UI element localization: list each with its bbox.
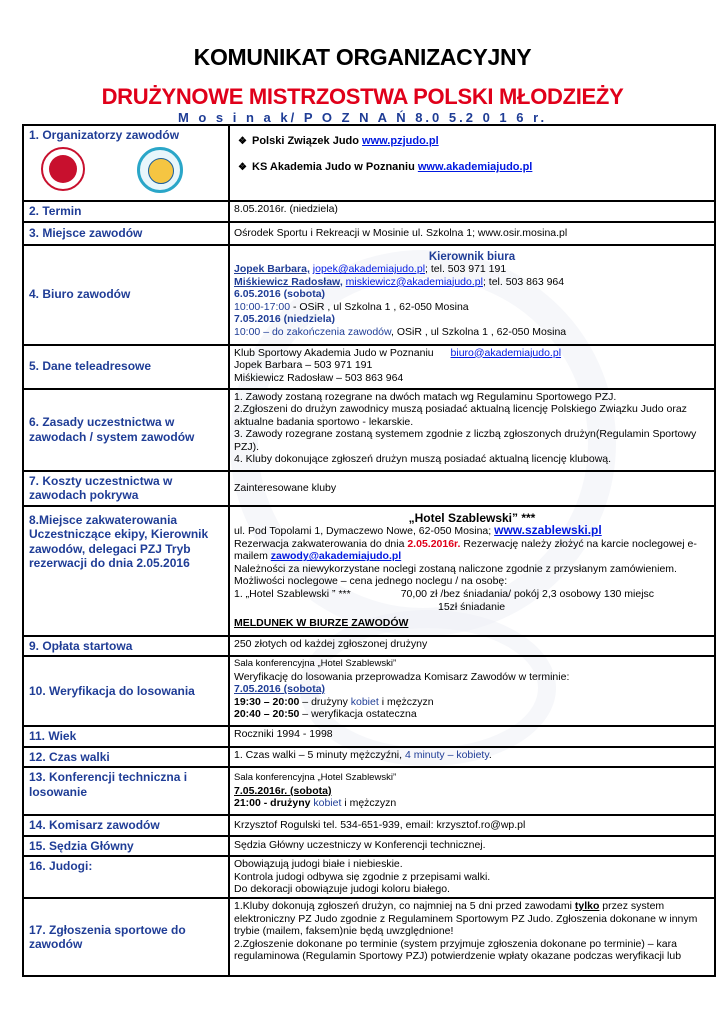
place: - OSiR , ul Szkolna 1 , 62-050 Mosina — [290, 300, 469, 313]
akademiajudo-link[interactable]: www.akademiajudo.pl — [417, 160, 533, 173]
row-venue — [23, 222, 715, 245]
label-commissioner: 14. Komisarz zawodów — [23, 815, 229, 836]
label-judogi: 16. Judogi: — [23, 856, 229, 898]
value-judogi — [229, 856, 715, 898]
hours: 10:00-17:00 — [234, 300, 291, 313]
price-line — [234, 588, 710, 601]
rule-line: 4. Kluby dokonujące zgłoszeń drużyn muszą posiadać aktualną licencję klubową. — [234, 453, 612, 466]
time-end: . — [488, 748, 492, 761]
label-organizers — [23, 125, 229, 201]
contact-line: Jopek Barbara – 503 971 191 — [234, 359, 373, 372]
label-term: 2. Termin — [23, 201, 229, 222]
email-link[interactable]: miskiewicz@akademiajudo.pl — [345, 275, 483, 288]
time-men: 1. Czas walki – 5 minuty mężczyźni, — [234, 748, 405, 761]
label-office: 4. Biuro zawodów — [23, 245, 229, 345]
value-accommodation — [229, 506, 715, 636]
value-age: Roczniki 1994 - 1998 — [229, 726, 715, 747]
office-hours-1 — [234, 301, 710, 314]
label-age: 11. Wiek — [23, 726, 229, 747]
organizer-name: KS Akademia Judo w Poznaniu — [252, 160, 418, 173]
weighin-info: Weryfikację do losowania przeprowadza Komisarz Zawodów w terminie: — [234, 670, 570, 683]
label-referee: 15. Sędzia Główny — [23, 836, 229, 857]
row-term — [23, 201, 715, 222]
weighin-time: 20:40 – 20:50 — [234, 708, 300, 721]
value-contact — [229, 345, 715, 389]
label-contact: 5. Dane teleadresowe — [23, 345, 229, 389]
value-entries — [229, 898, 715, 976]
label-time: 12. Czas walki — [23, 747, 229, 768]
hours: 10:00 – do zakończenia zawodów — [234, 326, 392, 339]
label-fee: 9. Opłata startowa — [23, 636, 229, 657]
organizer-item — [238, 135, 710, 149]
weighin-time: 19:30 – 20:00 — [234, 695, 300, 708]
rule-line: 2.Zgłoszeni do drużyn zawodnicy muszą posiadać aktualną licencję Polskiego Związku Judo oraz aktualne badania sportowo - lekarskie. — [234, 403, 687, 428]
weighin-date: 7.05.2016 (sobota) — [234, 683, 326, 696]
row-weighin — [23, 656, 715, 726]
weighin-desc: kobiet — [350, 695, 379, 708]
value-organizers — [229, 125, 715, 201]
row-time — [23, 747, 715, 768]
weighin-desc: – drużyny — [299, 695, 351, 708]
value-time — [229, 747, 715, 768]
label-organizers-text: 1. Organizatorzy zawodów — [29, 128, 180, 142]
office-hours-2 — [234, 326, 710, 339]
label-entries: 17. Zgłoszenia sportowe do zawodów — [23, 898, 229, 976]
value-rules — [229, 389, 715, 471]
row-fee — [23, 636, 715, 657]
pzjudo-logo-icon — [41, 147, 85, 191]
office-day-2: 7.05.2016 (niedziela) — [234, 313, 335, 326]
row-age — [23, 726, 715, 747]
value-conference — [229, 767, 715, 815]
event-title: DRUŻYNOWE MISTRZOSTWA POLSKI MŁODZIEŻY — [101, 84, 624, 109]
weighin-desc: i mężczyzn — [378, 695, 434, 708]
office-person-1 — [234, 263, 710, 276]
entries-text: przez system elektroniczny PZ Judo zgodnie z Regulaminem Sportowym PZ Judo. Zgłoszenia dokonane w innym trybie (mailem, faksem)nie będą uwzględnione! — [234, 900, 698, 938]
weighin-location: Sala konferencyjna „Hotel Szablewski” — [234, 658, 397, 669]
row-office — [23, 245, 715, 345]
accommodation-note: Należności za niewykorzystane noclegi zostaną naliczone zgodnie z przysłanym zamówieniem. — [234, 562, 677, 575]
akademia-judo-logo-icon — [137, 147, 183, 193]
office-person-2 — [234, 276, 710, 289]
row-conference — [23, 767, 715, 815]
weighin-desc: – weryfikacja ostateczna — [299, 708, 417, 721]
club-email-link[interactable]: biuro@akademiajudo.pl — [450, 346, 562, 359]
label-weighin: 10. Weryfikacja do losowania — [23, 656, 229, 726]
judogi-line: Obowiązują judogi białe i niebieskie. — [234, 858, 403, 870]
conference-date: 7.05.2016r. (sobota) — [234, 784, 332, 797]
row-entries — [23, 898, 715, 976]
judogi-line: Do dekoracji obowiązuje judogi koloru białego. — [234, 883, 450, 896]
organizer-name: Polski Związek Judo — [252, 135, 363, 147]
entries-text: 1.Kluby dokonują zgłoszeń drużyn, co najmniej na 5 dni przed zawodami — [234, 900, 575, 912]
label-rules: 6. Zasady uczestnictwa w zawodach / system zawodów — [23, 389, 229, 471]
row-accommodation — [23, 506, 715, 636]
club-name: Klub Sportowy Akademia Judo w Poznaniu — [234, 346, 434, 359]
row-judogi — [23, 856, 715, 898]
value-commissioner: Krzysztof Rogulski tel. 534-651-939, email: krzysztof.ro@wp.pl — [229, 815, 715, 836]
conference-desc: i mężczyzn — [341, 797, 397, 810]
place: , OSiR , ul Szkolna 1 , 62-050 Mosina — [391, 326, 567, 339]
value-costs: Zainteresowane kluby — [229, 471, 715, 506]
office-day-1: 6.05.2016 (sobota) — [234, 288, 326, 301]
reservation-deadline: 2.05.2016r. — [407, 537, 461, 550]
label-conference: 13. Konferencji techniczna i losowanie — [23, 767, 229, 815]
price-value: 70,00 zł /bez śniadania/ pokój 2,3 osobowy 130 miejsc — [400, 588, 655, 601]
reservation-email-link[interactable]: zawody@akademiajudo.pl — [270, 550, 402, 563]
row-referee — [23, 836, 715, 857]
contact-line: Miśkiewicz Radosław – 503 863 964 — [234, 371, 404, 384]
logos — [29, 143, 223, 189]
value-referee: Sędzia Główny uczestniczy w Konferencji technicznej. — [229, 836, 715, 857]
reservation-text: Rezerwacja zakwaterowania do dnia — [234, 537, 408, 550]
place-date: M o s i n a k/ P O Z N A Ń 8.0 5.2 0 1 6 r. — [177, 110, 548, 125]
conference-location: Sala konferencyjna „Hotel Szablewski” — [234, 772, 397, 783]
row-organizers — [23, 125, 715, 201]
row-commissioner — [23, 815, 715, 836]
time-women: 4 minuty – kobiety — [404, 748, 489, 761]
info-table — [22, 124, 716, 977]
row-contact — [23, 345, 715, 389]
value-fee: 250 złotych od każdej zgłoszonej drużyny — [229, 636, 715, 657]
value-venue: Ośrodek Sportu i Rekreacji w Mosinie ul. Szkolna 1; www.osir.mosina.pl — [229, 222, 715, 245]
person-name: Miśkiewicz Radosław, — [234, 275, 343, 288]
phone: ; tel. 503 863 964 — [482, 275, 565, 288]
row-costs — [23, 471, 715, 506]
diamond-bullet-icon: ❖ — [238, 161, 247, 173]
rule-line: 3. Zawody rozegrane zostaną systemem zgodnie z liczbą zgłoszonych drużyn(Regulamin Sportowy PZJ). — [234, 428, 697, 453]
conference-time: 21:00 - drużyny — [234, 797, 314, 810]
rule-line: 1. Zawody zostaną rozegrane na dwóch matach wg Regulaminu Sportowego PZJ. — [234, 390, 617, 403]
judogi-line: Kontrola judogi odbywa się zgodnie z przepisami walki. — [234, 870, 491, 883]
phone: ; tel. 503 971 191 — [425, 263, 507, 276]
reservation-text: Rezerwację należy złożyć na karcie noclegowej e-mailem — [234, 537, 697, 563]
value-weighin — [229, 656, 715, 726]
email-link[interactable]: jopek@akademiajudo.pl — [312, 263, 426, 276]
checkin-note: MELDUNEK W BIURZE ZAWODÓW — [234, 617, 409, 630]
office-heading: Kierownik biura — [428, 250, 516, 263]
value-term: 8.05.2016r. (niedziela) — [229, 201, 715, 222]
price-hotel: 1. „Hotel Szablewski ” *** — [234, 588, 351, 601]
value-office — [229, 245, 715, 345]
hotel-address: ul. Pod Topolami 1, Dymaczewo Nowe, 62-050 Mosina; — [234, 525, 495, 538]
person-name: Jopek Barbara, — [234, 263, 310, 276]
label-venue: 3. Miejsce zawodów — [23, 222, 229, 245]
page-title: KOMUNIKAT ORGANIZACYJNY — [193, 44, 532, 70]
row-rules — [23, 389, 715, 471]
breakfast-price: 15zł śniadanie — [438, 600, 506, 613]
hotel-website-link[interactable]: www.szablewski.pl — [494, 523, 602, 538]
label-accommodation: 8.Miejsce zakwaterowania Uczestniczące ekipy, Kierownik zawodów, delegaci PZJ Tryb rezerwacji do dnia 2.05.2016 — [23, 506, 229, 636]
label-costs: 7. Koszty uczestnictwa w zawodach pokrywa — [23, 471, 229, 506]
conference-desc: kobiet — [313, 797, 342, 810]
entries-emphasis: tylko — [574, 900, 600, 912]
diamond-bullet-icon: ❖ — [238, 136, 247, 147]
accommodation-note: Możliwości noclegowe – cena jednego noclegu / na osobę: — [234, 575, 508, 588]
hotel-name: „Hotel Szablewski” *** — [408, 510, 536, 525]
pzjudo-link[interactable]: www.pzjudo.pl — [362, 135, 439, 147]
organizer-item — [238, 161, 710, 175]
entries-text: 2.Zgłoszenie dokonane po terminie (system przyjmuje zgłoszenia dokonane po terminie) – kara regulaminowa (Regulamin Sportowy PZJ) potwierdzenie wpłaty okazane podczas weryfikacji lub — [234, 937, 682, 963]
